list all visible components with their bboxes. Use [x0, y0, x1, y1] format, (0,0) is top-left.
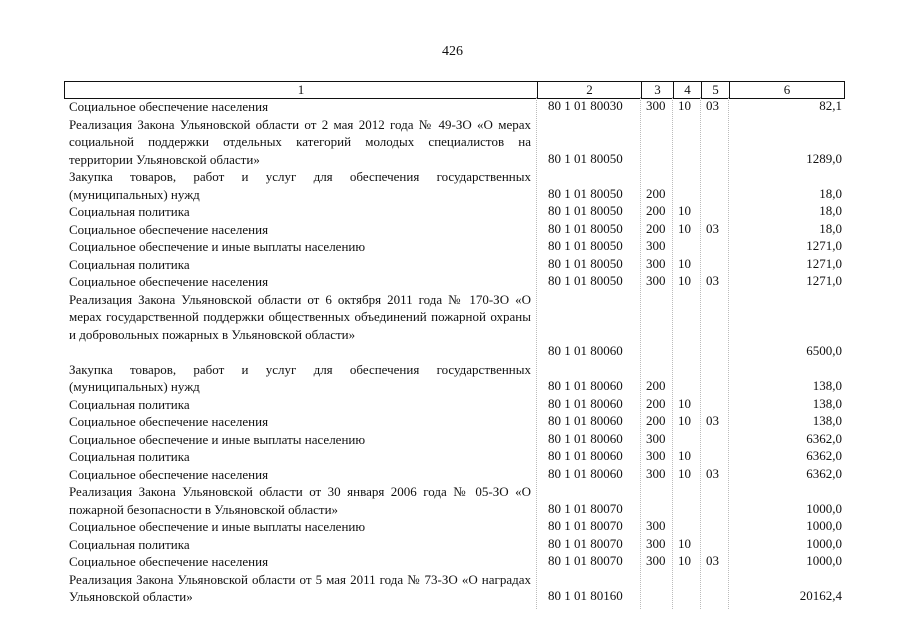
table-row: [0, 518, 905, 536]
row-code: 80 1 01 80060: [548, 448, 623, 463]
row-col-4: 10: [678, 535, 691, 551]
row-col-5: 03: [706, 273, 719, 288]
row-code: 80 1 01 80060: [548, 395, 623, 411]
row-col-3: 300: [646, 273, 666, 288]
row-col-4: 10: [678, 465, 691, 481]
row-value: 1000,0: [806, 535, 842, 551]
row-value: 18,0: [819, 220, 842, 236]
row-col-3: 300: [646, 98, 666, 113]
row-code: 80 1 01 80160: [548, 588, 623, 603]
row-value: 1000,0: [806, 518, 842, 533]
row-col-4: 10: [678, 413, 691, 428]
table-row: [0, 203, 905, 221]
row-col-5: 03: [706, 553, 719, 568]
row-value: 1000,0: [806, 500, 842, 516]
table-row: [0, 553, 905, 571]
table-row: [0, 116, 905, 169]
row-description: Социальная политика: [69, 449, 190, 464]
row-col-3: 300: [646, 238, 666, 253]
row-description: Социальное обеспечение населения: [69, 221, 269, 237]
row-col-3: 200: [646, 378, 666, 393]
row-description: Социальная политика: [69, 536, 190, 552]
page-number: 426: [442, 44, 463, 59]
row-col-3: 200: [646, 220, 666, 236]
row-code: 80 1 01 80060: [548, 413, 623, 428]
row-code: 80 1 01 80060: [548, 465, 623, 481]
table-row: [0, 536, 905, 554]
row-code: 80 1 01 80050: [548, 185, 623, 201]
row-code: 80 1 01 80050: [548, 150, 623, 166]
row-value: 20162,4: [799, 588, 842, 603]
row-value: 1271,0: [806, 255, 842, 271]
row-value: 6362,0: [806, 465, 842, 481]
row-col-3: 300: [646, 518, 666, 533]
row-description: Социальная политика: [69, 396, 190, 412]
row-description: Реализация Закона Ульяновской области от 6 октября 2011 года № 170-ЗО «О мерах государственной поддержки общественных объединений пожарной охраны и добровольных пожарных в Ульяновской области»: [69, 291, 531, 342]
row-description: Закупка товаров, работ и услуг для обеспечения государственных (муниципальных) нужд: [69, 169, 531, 202]
row-col-3: 300: [646, 448, 666, 463]
row-col-4: 10: [678, 553, 691, 568]
row-code: 80 1 01 80070: [548, 535, 623, 551]
table-row: [0, 98, 905, 116]
table-row: [0, 238, 905, 256]
table-row: [0, 273, 905, 291]
row-col-5: 03: [706, 413, 719, 428]
row-col-4: 10: [678, 203, 691, 218]
row-col-3: 200: [646, 395, 666, 411]
row-col-3: 300: [646, 553, 666, 568]
table-row: [0, 361, 905, 396]
row-description: Реализация Закона Ульяновской области от 5 мая 2011 года № 73-ЗО «О наградах Ульяновской области»: [69, 571, 531, 604]
row-value: 82,1: [819, 98, 842, 113]
row-col-3: 300: [646, 465, 666, 481]
row-description: Социальное обеспечение населения: [69, 414, 269, 429]
row-code: 80 1 01 80050: [548, 255, 623, 271]
row-value: 1000,0: [806, 553, 842, 568]
row-code: 80 1 01 80050: [548, 273, 623, 288]
row-description: Социальное обеспечение населения: [69, 466, 269, 482]
row-description: Реализация Закона Ульяновской области от 2 мая 2012 года № 49-ЗО «О мерах социальной поддержки отдельных категорий молодых специалистов на территории Ульяновской области»: [69, 116, 531, 167]
row-description: Социальное обеспечение и иные выплаты населению: [69, 519, 366, 534]
row-value: 6500,0: [806, 343, 842, 358]
table-row: [0, 168, 905, 203]
row-value: 18,0: [819, 185, 842, 201]
row-col-4: 10: [678, 255, 691, 271]
header-col-3: 3: [641, 82, 673, 98]
row-col-4: 10: [678, 98, 691, 113]
row-code: 80 1 01 80060: [548, 343, 623, 358]
header-col-4: 4: [673, 82, 701, 98]
header-col-6: 6: [729, 82, 844, 98]
row-value: 18,0: [819, 203, 842, 218]
row-code: 80 1 01 80050: [548, 238, 623, 253]
row-col-4: 10: [678, 220, 691, 236]
row-code: 80 1 01 80060: [548, 378, 623, 393]
row-col-3: 300: [646, 255, 666, 271]
row-value: 1271,0: [806, 238, 842, 253]
row-value: 1289,0: [806, 150, 842, 166]
row-value: 138,0: [812, 378, 842, 393]
row-value: 138,0: [812, 413, 842, 428]
row-col-4: 10: [678, 273, 691, 288]
header-col-5: 5: [701, 82, 729, 98]
row-description: Социальное обеспечение населения: [69, 274, 269, 289]
row-value: 138,0: [812, 395, 842, 411]
row-description: Социальное обеспечение населения: [69, 99, 269, 114]
row-code: 80 1 01 80070: [548, 518, 623, 533]
row-col-5: 03: [706, 220, 719, 236]
table-row: [0, 413, 905, 431]
row-description: Социальное обеспечение населения: [69, 554, 269, 569]
row-code: 80 1 01 80030: [548, 98, 623, 113]
header-col-1: 1: [297, 82, 305, 97]
row-code: 80 1 01 80060: [548, 430, 623, 446]
row-description: Социальное обеспечение и иные выплаты населению: [69, 239, 366, 254]
row-value: 6362,0: [806, 430, 842, 446]
row-value: 6362,0: [806, 448, 842, 463]
table-row: [0, 466, 905, 484]
table-row: [0, 483, 905, 518]
row-description: Реализация Закона Ульяновской области от 30 января 2006 года № 05-ЗО «О пожарной безопасности в Ульяновской области»: [69, 484, 531, 517]
row-col-3: 300: [646, 430, 666, 446]
table-row: [0, 291, 905, 361]
row-col-3: 200: [646, 413, 666, 428]
row-col-4: 10: [678, 448, 691, 463]
table-row: [0, 571, 905, 606]
header-col-2: 2: [537, 82, 641, 98]
row-description: Закупка товаров, работ и услуг для обеспечения государственных (муниципальных) нужд: [69, 361, 531, 394]
row-code: 80 1 01 80050: [548, 220, 623, 236]
row-col-5: 03: [706, 465, 719, 481]
row-col-3: 300: [646, 535, 666, 551]
row-col-5: 03: [706, 98, 719, 113]
row-code: 80 1 01 80070: [548, 553, 623, 568]
row-col-4: 10: [678, 395, 691, 411]
row-col-3: 200: [646, 185, 666, 201]
row-description: Социальная политика: [69, 256, 190, 272]
row-code: 80 1 01 80050: [548, 203, 623, 218]
table-row: [0, 431, 905, 449]
row-description: Социальное обеспечение и иные выплаты населению: [69, 431, 366, 447]
table-row: [0, 448, 905, 466]
row-value: 1271,0: [806, 273, 842, 288]
row-code: 80 1 01 80070: [548, 500, 623, 516]
table-row: [0, 221, 905, 239]
table-row: [0, 256, 905, 274]
table-row: [0, 396, 905, 414]
row-col-3: 200: [646, 203, 666, 218]
row-description: Социальная политика: [69, 204, 190, 219]
table-header: [64, 81, 845, 99]
